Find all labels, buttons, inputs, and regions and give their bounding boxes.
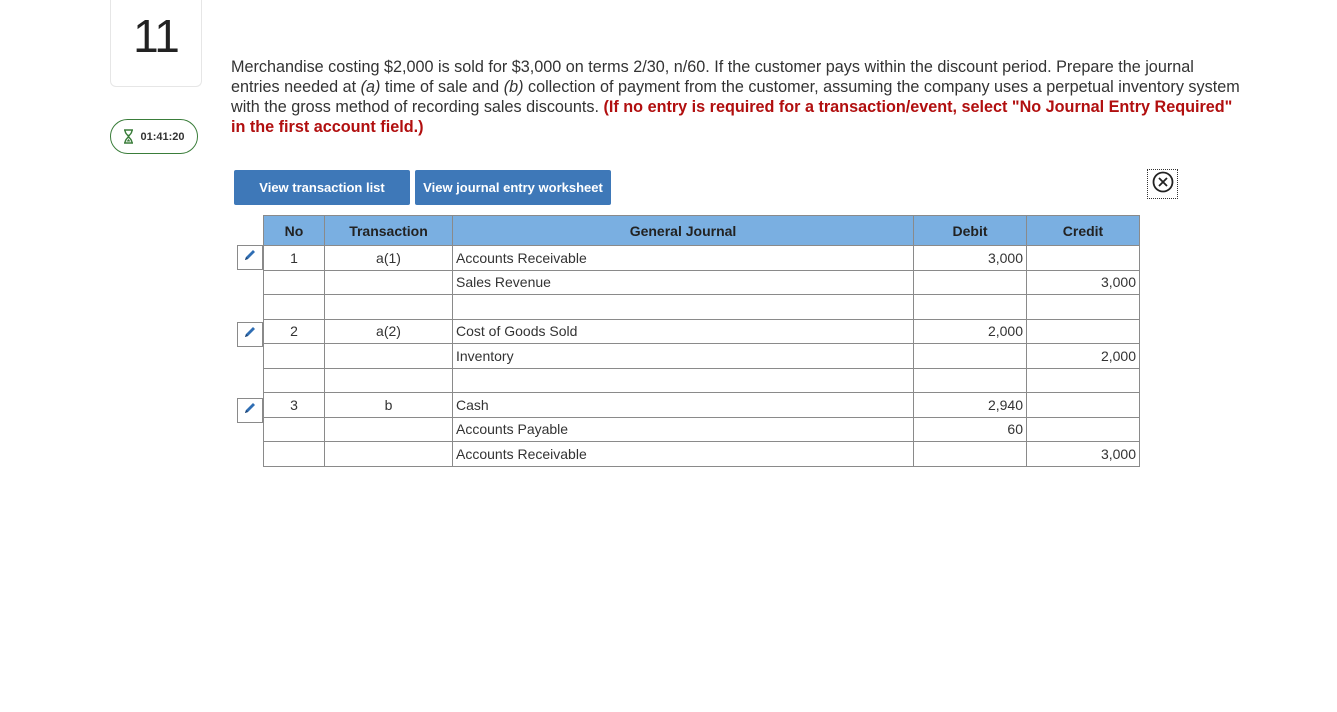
cell-no bbox=[264, 270, 325, 295]
question-number: 11 bbox=[133, 10, 179, 62]
pencil-icon bbox=[243, 325, 257, 344]
cell-account: Accounts Receivable bbox=[453, 246, 914, 271]
question-text: Merchandise costing $2,000 is sold for $3,000 on terms 2/30, n/60. If the customer pays within the discount period. Prepare the journal entries needed at (a) time of sale and (b) collection of payment from the customer, assuming the company uses a perpetual inventory system with the gross method of recording sales discounts. (If no entry is required for a transaction/event, select "No Journal Entry Required" in the first account field.) bbox=[231, 58, 1240, 136]
cell-debit bbox=[914, 368, 1027, 393]
cell-transaction: a(2) bbox=[325, 319, 453, 344]
cell-account: Cost of Goods Sold bbox=[453, 319, 914, 344]
header-credit: Credit bbox=[1027, 216, 1140, 246]
table-row bbox=[264, 417, 1140, 442]
cell-transaction bbox=[325, 270, 453, 295]
cell-no bbox=[264, 417, 325, 442]
cell-credit bbox=[1027, 368, 1140, 393]
cell-account: Accounts Receivable bbox=[453, 442, 914, 467]
cell-no bbox=[264, 442, 325, 467]
cell-credit bbox=[1027, 319, 1140, 344]
cell-no: 3 bbox=[264, 393, 325, 418]
instruction-note: (If no entry is required for a transaction/event, select "No Journal Entry Required" in the first account field.) bbox=[231, 98, 1233, 136]
cell-transaction bbox=[325, 295, 453, 320]
cell-no bbox=[264, 295, 325, 320]
view-transaction-list-button[interactable]: View transaction list bbox=[234, 170, 410, 205]
cell-account: Accounts Payable bbox=[453, 417, 914, 442]
close-button[interactable] bbox=[1147, 169, 1178, 199]
header-debit: Debit bbox=[914, 216, 1027, 246]
cell-no: 2 bbox=[264, 319, 325, 344]
table-row bbox=[264, 442, 1140, 467]
header-transaction: Transaction bbox=[325, 216, 453, 246]
cell-credit: 2,000 bbox=[1027, 344, 1140, 369]
header-general-journal: General Journal bbox=[453, 216, 914, 246]
cell-transaction: b bbox=[325, 393, 453, 418]
cell-transaction: a(1) bbox=[325, 246, 453, 271]
timer-text: 01:41:20 bbox=[140, 130, 185, 143]
cell-debit bbox=[914, 442, 1027, 467]
cell-credit: 3,000 bbox=[1027, 442, 1140, 467]
cell-account bbox=[453, 295, 914, 320]
cell-no bbox=[264, 368, 325, 393]
table-row bbox=[264, 344, 1140, 369]
cell-account: Sales Revenue bbox=[453, 270, 914, 295]
cell-credit bbox=[1027, 246, 1140, 271]
edit-entry-1-button[interactable] bbox=[237, 245, 263, 270]
journal-table bbox=[263, 215, 1140, 467]
hourglass-icon bbox=[123, 129, 134, 144]
cell-debit bbox=[914, 270, 1027, 295]
table-row bbox=[264, 295, 1140, 320]
cell-transaction bbox=[325, 417, 453, 442]
timer-badge bbox=[110, 119, 198, 154]
table-row bbox=[264, 393, 1140, 418]
table-row bbox=[264, 270, 1140, 295]
cell-credit bbox=[1027, 295, 1140, 320]
cell-no: 1 bbox=[264, 246, 325, 271]
cell-transaction bbox=[325, 344, 453, 369]
part-b-label: (b) bbox=[503, 78, 524, 96]
cell-debit: 2,000 bbox=[914, 319, 1027, 344]
cell-account bbox=[453, 368, 914, 393]
question-number-box bbox=[110, 0, 202, 87]
edit-entry-3-button[interactable] bbox=[237, 398, 263, 423]
cell-transaction bbox=[325, 368, 453, 393]
cell-account: Inventory bbox=[453, 344, 914, 369]
cell-debit bbox=[914, 295, 1027, 320]
cell-debit: 3,000 bbox=[914, 246, 1027, 271]
close-circle-icon bbox=[1152, 171, 1174, 198]
table-row bbox=[264, 368, 1140, 393]
table-row bbox=[264, 246, 1140, 271]
cell-no bbox=[264, 344, 325, 369]
cell-credit bbox=[1027, 417, 1140, 442]
cell-debit: 2,940 bbox=[914, 393, 1027, 418]
view-journal-entry-worksheet-button[interactable]: View journal entry worksheet bbox=[415, 170, 611, 205]
pencil-icon bbox=[243, 248, 257, 267]
cell-credit: 3,000 bbox=[1027, 270, 1140, 295]
table-header-row bbox=[264, 216, 1140, 246]
cell-credit bbox=[1027, 393, 1140, 418]
table-row bbox=[264, 319, 1140, 344]
edit-entry-2-button[interactable] bbox=[237, 322, 263, 347]
cell-debit: 60 bbox=[914, 417, 1027, 442]
part-a-label: (a) bbox=[360, 78, 381, 96]
cell-account: Cash bbox=[453, 393, 914, 418]
header-no: No bbox=[264, 216, 325, 246]
cell-debit bbox=[914, 344, 1027, 369]
pencil-icon bbox=[243, 401, 257, 420]
cell-transaction bbox=[325, 442, 453, 467]
